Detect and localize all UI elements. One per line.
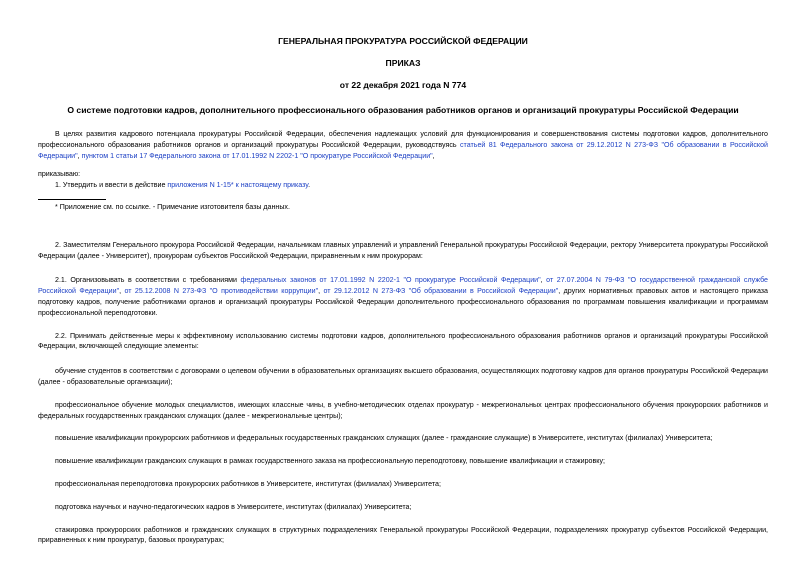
footnote-text: * Приложение см. по ссылке. - Примечание изготовителя базы данных. [55, 202, 290, 211]
list-item: повышение квалификации прокурорских работников и федеральных государственных гражданских служащих (далее - гражданские служащие) в Университете, институтах (филиалах) Университета; [55, 434, 713, 443]
intro-paragraph [38, 129, 768, 161]
item-2-1-text-3: , [119, 287, 125, 296]
list-item: стажировка прокурорских работников и гражданских служащих в структурных подразделениях Генеральной прокуратуры Российской Федерации, подразделениях прокуратур субъектов Российской Федерации, приравненных к ним прокуратур, базовых прокуратурах; [38, 525, 768, 545]
item-2-1-text-5: , других нормативных правовых актов и настоящего приказа подготовку кадров, получение работниками органов и организаций прокуратуры Российской Федерации дополнительного профессионального образования по программам повышения квалификации и программам профессиональной переподготовки. [38, 287, 769, 317]
prosecutor-law-link-2[interactable]: федеральных законов от 17.01.1992 N 2202-1 "О прокуратуре Российской Федерации" [240, 276, 541, 285]
item-2-1 [38, 275, 768, 318]
document-date-number: от 22 декабря 2021 года N 774 [339, 80, 467, 90]
document-title: О системе подготовки кадров, дополнительного профессионального образования работников органов и организаций прокуратуры Российской Федерации [67, 105, 739, 115]
document-type: ПРИКАЗ [385, 58, 421, 68]
prosecutor-law-link[interactable]: пунктом 1 статьи 17 Федерального закона от 17.01.1992 N 2202-1 "О прокуратуре Российской Федерации" [81, 151, 433, 160]
document-page [38, 0, 768, 546]
item-2-2: 2.2. Принимать действенные меры к эффективному использованию системы подготовки кадров, дополнительного профессионального образования работников органов и организаций прокуратуры Российской Федерации, включающей следующие элементы: [38, 331, 768, 351]
intro-text-3: , [432, 151, 435, 160]
item-1 [38, 180, 768, 191]
item-1-text: 1. Утвердить и ввести в действие [55, 181, 168, 190]
item-1-tail: . [308, 181, 311, 190]
intro-text-2: , [77, 151, 82, 160]
list-item: профессиональная переподготовка прокурорских работников в Университете, институтах (филиалах) Университета; [55, 479, 441, 488]
anticorruption-law-link[interactable]: от 25.12.2008 N 273-ФЗ "О противодействии коррупции" [124, 287, 319, 296]
item-2-1-text-4: , [318, 287, 324, 296]
education-law-link[interactable]: статьей 81 Федерального закона от 29.12.2012 N 273-ФЗ "Об образовании в Российской Федерации" [38, 140, 768, 160]
intro-text-1: В целях развития кадрового потенциала прокуратуры Российской Федерации, обеспечения надлежащих условий для функционирования и совершенствования системы подготовки кадров, дополнительного профессионального образования работников органов и организаций прокуратуры Российской Федерации, руководствуясь [38, 130, 768, 149]
item-2: 2. Заместителям Генерального прокурора Российской Федерации, начальникам главных управлений и управлений Генеральной прокуратуры Российской Федерации, ректору Университета прокуратуры Российской Федерации (далее - Университет), прокурорам субъектов Российской Федерации, приравненным к ним прокурорам: [38, 240, 768, 260]
appendices-link[interactable]: приложения N 1-15* к настоящему приказу [167, 181, 309, 190]
orders-word: приказываю: [38, 170, 81, 179]
list-item: повышение квалификации гражданских служащих в рамках государственного заказа на профессиональную переподготовку, повышение квалификации и стажировку; [55, 457, 605, 466]
list-item: обучение студентов в соответствии с договорами о целевом обучении в образовательных организациях высшего образования, осуществляющих подготовку кадров для органов прокуратуры Российской Федерации (далее - образовательные организации); [38, 367, 768, 386]
item-2-1-text-2: , [540, 276, 547, 285]
organization-name: ГЕНЕРАЛЬНАЯ ПРОКУРАТУРА РОССИЙСКОЙ ФЕДЕРАЦИИ [278, 36, 528, 46]
civil-service-law-link[interactable]: от 27.07.2004 N 79-ФЗ "О государственной гражданской службе Российской Федерации" [38, 276, 768, 296]
item-2-1-text-1: 2.1. Организовывать в соответствии с требованиями [55, 276, 241, 285]
list-item: подготовка научных и научно-педагогических кадров в Университете, институтах (филиалах) Университета; [55, 502, 412, 511]
list-item: профессиональное обучение молодых специалистов, имеющих классные чины, в учебно-методических отделах прокуратур - межрегиональных центрах профессионального обучения прокурорских работников и федеральных государственных гражданских служащих (далее - межрегиональные центры); [38, 400, 768, 420]
education-law-link-2[interactable]: от 29.12.2012 N 273-ФЗ "Об образовании в Российской Федерации" [323, 287, 559, 296]
footnote-separator [38, 199, 106, 200]
